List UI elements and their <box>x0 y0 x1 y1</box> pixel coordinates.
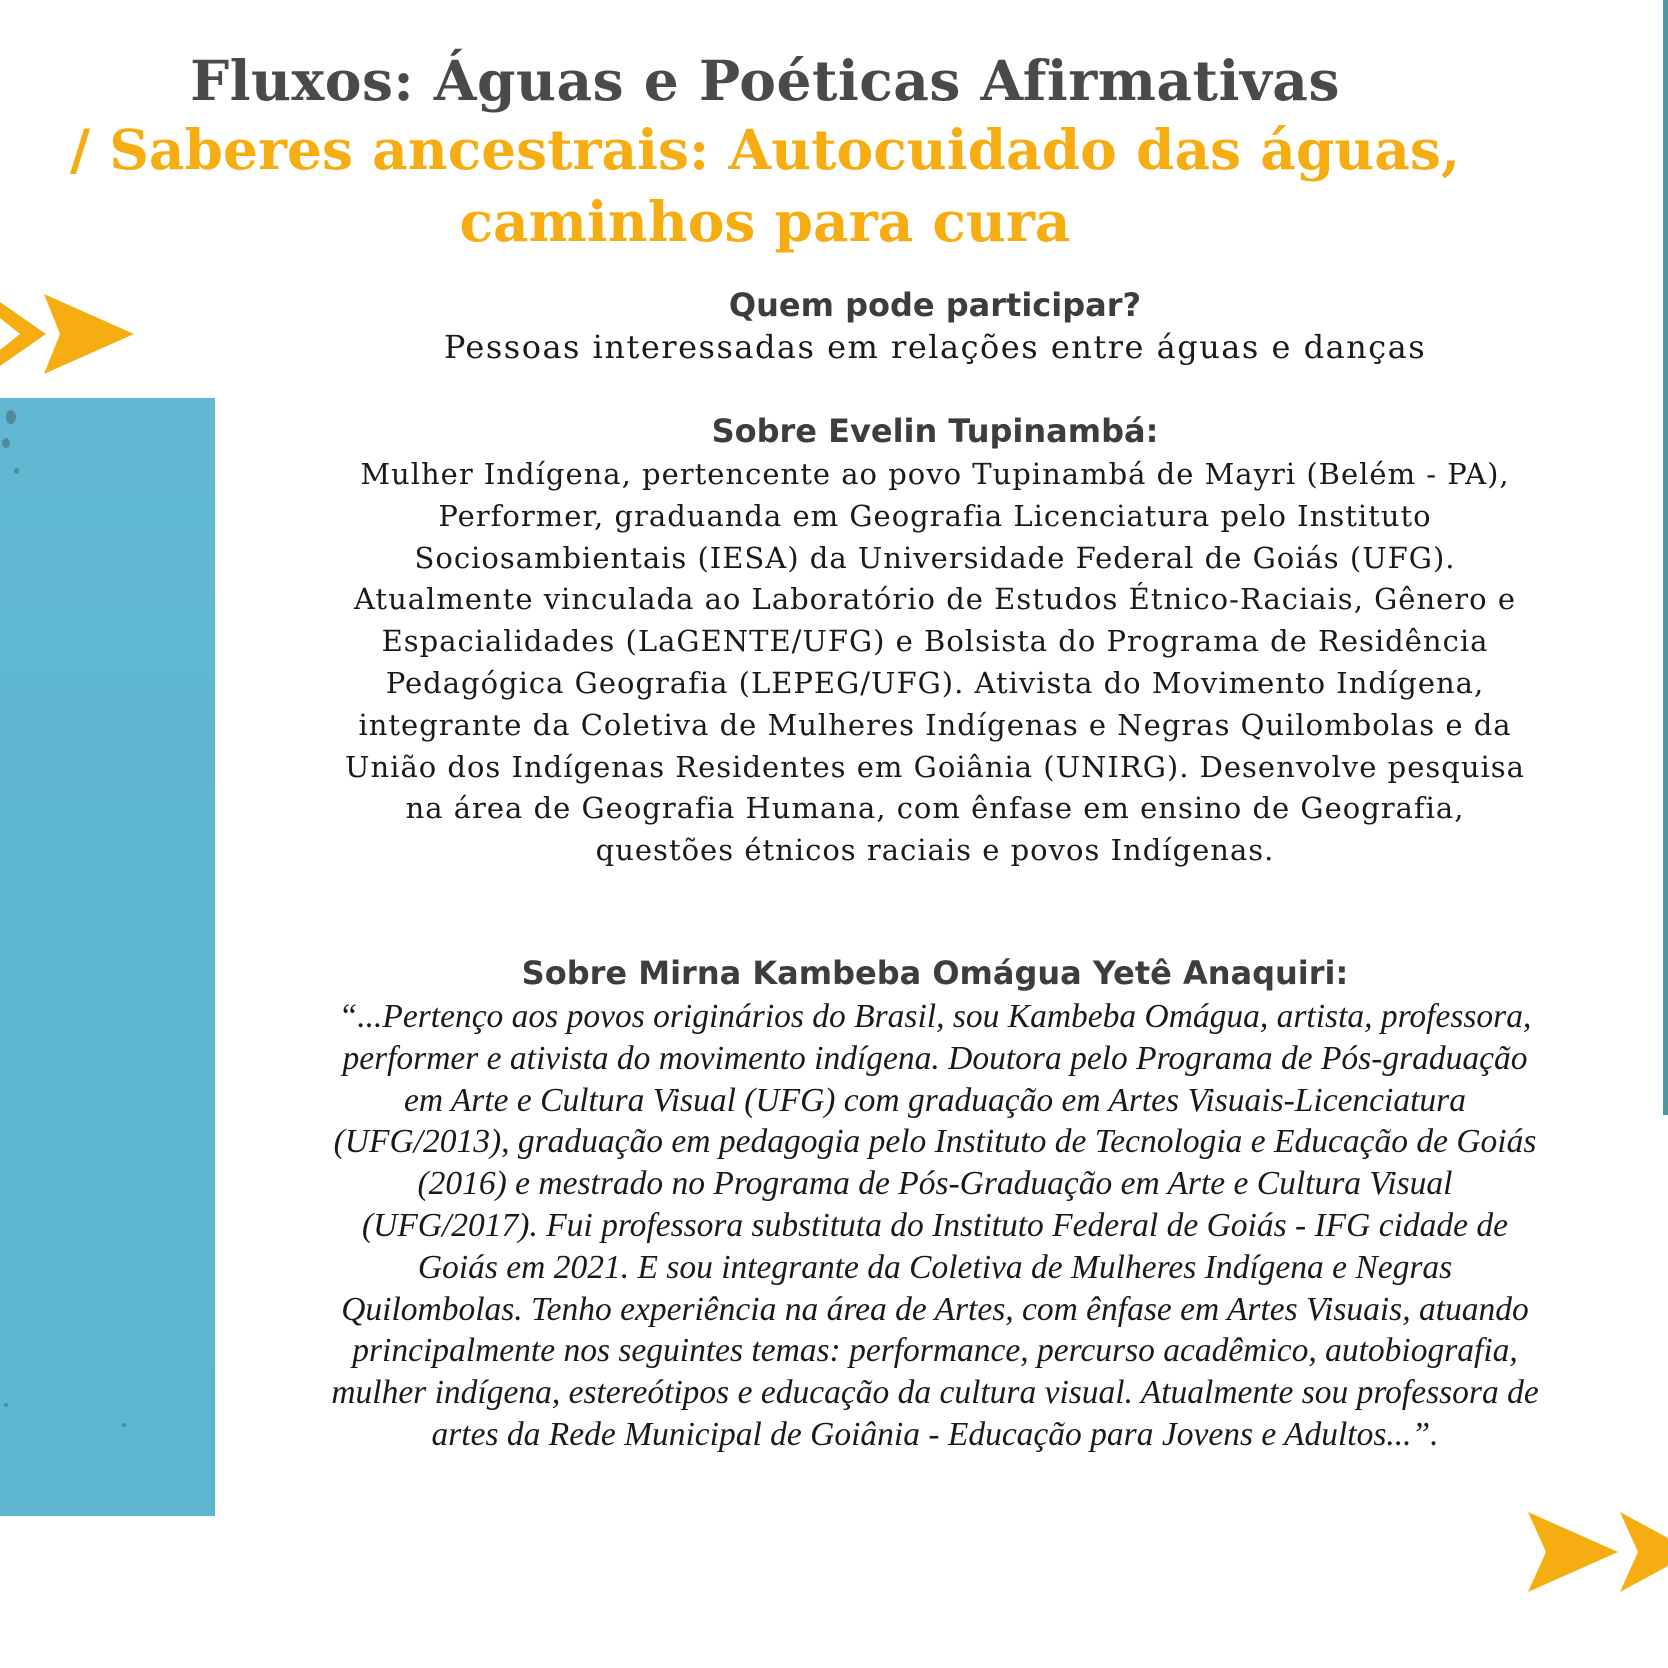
quote-line: Goiás em 2021. E sou integrante da Coletiva de Mulheres Indígena e Negras <box>417 1248 1453 1286</box>
bio-line: questões étnicos raciais e povos Indígenas. <box>595 833 1275 868</box>
bio-line: Pedagógica Geografia (LEPEG/UFG). Ativista do Movimento Indígena, <box>385 665 1485 700</box>
quote-line: Quilombolas. Tenho experiência na área de Artes, com ênfase em Artes Visuais, atuando <box>341 1290 1529 1328</box>
quote-line: (UFG/2013), graduação em pedagogia pelo Instituto de Tecnologia e Educação de Goiás <box>333 1123 1537 1161</box>
water-photo <box>0 398 215 1516</box>
quote-line: principalmente nos seguintes temas: performance, percurso acadêmico, autobiografia, <box>352 1332 1518 1370</box>
evelin-heading: Sobre Evelin Tupinambá: <box>711 412 1159 450</box>
participants-text: Pessoas interessadas em relações entre águas e danças <box>443 328 1427 366</box>
evelin-bio <box>248 454 1622 872</box>
quote-line: performer e ativista do movimento indígena. Doutora pelo Programa de Pós-graduação <box>342 1039 1528 1077</box>
bio-line: Mulher Indígena, pertencente ao povo Tupinambá de Mayri (Belém - PA), <box>360 457 1510 491</box>
page-subtitle <box>60 114 1470 258</box>
bio-line: na área de Geografia Humana, com ênfase em ensino de Geografia, <box>405 791 1465 826</box>
bio-line: Sociosambientais (IESA) da Universidade Federal de Goiás (UFG). <box>414 540 1456 575</box>
quote-line: artes da Rede Municipal de Goiânia - Educação para Jovens e Adultos...”. <box>431 1415 1439 1453</box>
bio-line: Performer, graduanda em Geografia Licenciatura pelo Instituto <box>438 498 1432 533</box>
bio-line: União dos Indígenas Residentes em Goiânia (UNIRG). Desenvolve pesquisa <box>345 749 1525 784</box>
double-chevron-right-icon <box>1528 1512 1668 1592</box>
quote-line: “...Pertenço aos povos originários do Brasil, sou Kambeba Omágua, artista, professora, <box>338 998 1532 1035</box>
quote-line: em Arte e Cultura Visual (UFG) com graduação em Artes Visuais-Licenciatura <box>404 1081 1466 1119</box>
bio-line: integrante da Coletiva de Mulheres Indígenas e Negras Quilombolas e da <box>358 707 1512 742</box>
mirna-heading: Sobre Mirna Kambeba Omágua Yetê Anaquiri: <box>521 954 1349 992</box>
double-chevron-right-icon <box>0 294 140 374</box>
subtitle-line-1: / Saberes ancestrais: Autocuidado das águas, <box>69 117 1461 182</box>
bio-line: Espacialidades (LaGENTE/UFG) e Bolsista do Programa de Residência <box>381 624 1489 659</box>
bio-line: Atualmente vinculada ao Laboratório de Estudos Étnico-Raciais, Gênero e <box>354 582 1516 617</box>
mirna-bio <box>248 996 1622 1456</box>
subtitle-line-2: caminhos para cura <box>459 189 1071 254</box>
quote-line: (UFG/2017). Fui professora substituta do Instituto Federal de Goiás - IFG cidade de <box>361 1206 1508 1244</box>
page-title: Fluxos: Águas e Poéticas Afirmativas <box>190 48 1340 113</box>
quote-line: mulher indígena, estereótipos e educação da cultura visual. Atualmente sou professora de <box>331 1374 1539 1412</box>
participants-heading: Quem pode participar? <box>728 286 1142 324</box>
quote-line: (2016) e mestrado no Programa de Pós-Graduação em Arte e Cultura Visual <box>417 1165 1453 1203</box>
right-edge-bar <box>1663 0 1668 1115</box>
